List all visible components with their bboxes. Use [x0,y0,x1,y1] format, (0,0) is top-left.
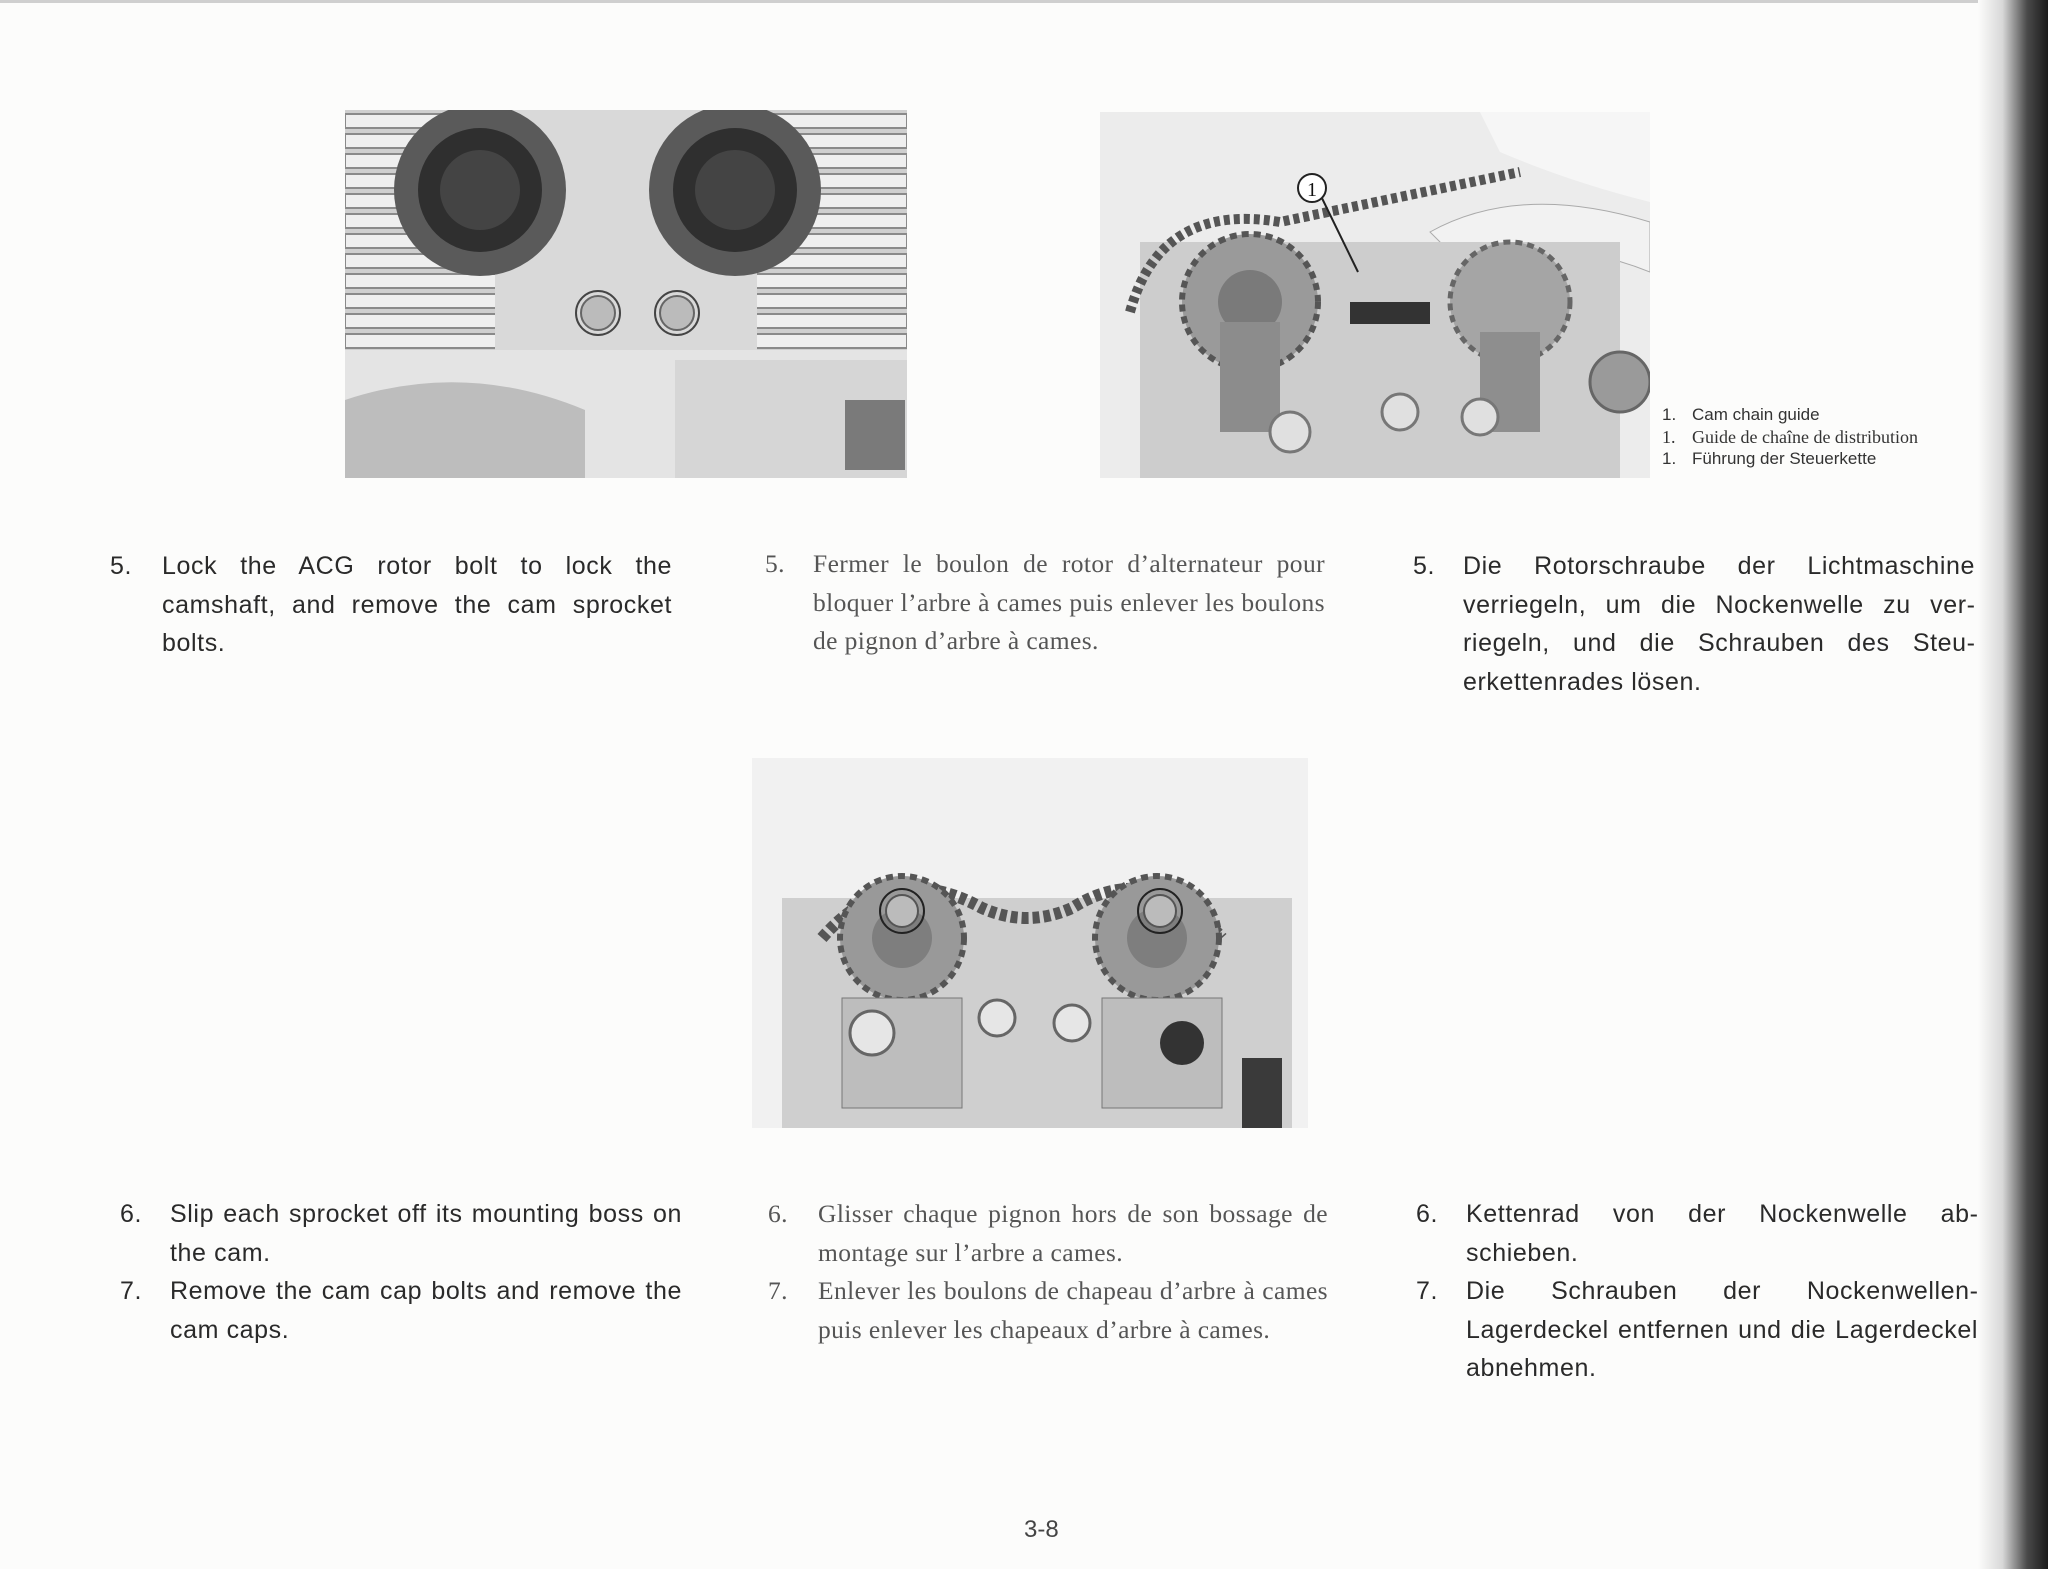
page-top-edge [0,0,2048,3]
step-item: 7. Die Schrauben der NockenwellenLagerdeckel entfernen und die Lagerdeckel abnehmen. [1416,1277,1978,1382]
step-item: 6. Kettenrad von der Nockenwelle abschieben. [1416,1200,1978,1267]
step-item: 7. Remove the cam cap bolts and remove the cam caps. [120,1277,682,1344]
instructions-fr-steps6-7 [768,1195,1328,1349]
instructions-en-step5 [110,547,672,663]
step-item: 6. Slip each sprocket off its mounting boss on the cam. [120,1200,682,1267]
book-binding-shadow [1978,0,2048,1569]
figure-camshaft-sprockets-photo [752,758,1308,1128]
step-item: 5. Die Rotorschraube der Lichtmaschine verriegeln, um die Nockenwelle zu verriegeln, und die Schrauben des Steuerkettenrades lösen. [1413,552,1975,696]
figure-cam-chain-guide-photo [1100,112,1650,478]
step-item: 6. Glisser chaque pignon hors de son bossage de montage sur l’arbre a cames. [768,1199,1328,1267]
figure-legend [1662,404,1918,470]
instructions-de-step5 [1413,547,1975,701]
legend-item-de: 1. Führung der Steuerkette [1662,449,1877,468]
instructions-de-steps6-7 [1416,1195,1978,1388]
legend-item-en: 1. Cam chain guide [1662,405,1820,424]
instructions-fr-step5 [765,545,1325,661]
step-item: 7. Enlever les boulons de chapeau d’arbre à cames puis enlever les chapeaux d’arbre à cames. [768,1276,1328,1344]
instructions-en-steps6-7 [120,1195,682,1349]
callout-number: 1 [1307,179,1317,201]
step-item: 5. Lock the ACG rotor bolt to lock the camshaft, and remove the cam sprocket bolts. [110,552,672,657]
figure-engine-head-photo [345,110,907,478]
step-item: 5. Fermer le boulon de rotor d’alternateur pour bloquer l’arbre à cames puis enlever les boulons de pignon d’arbre à cames. [765,549,1325,655]
page-number: 3-8 [1024,1516,1059,1543]
legend-item-fr: 1. Guide de chaîne de distribution [1662,427,1918,447]
